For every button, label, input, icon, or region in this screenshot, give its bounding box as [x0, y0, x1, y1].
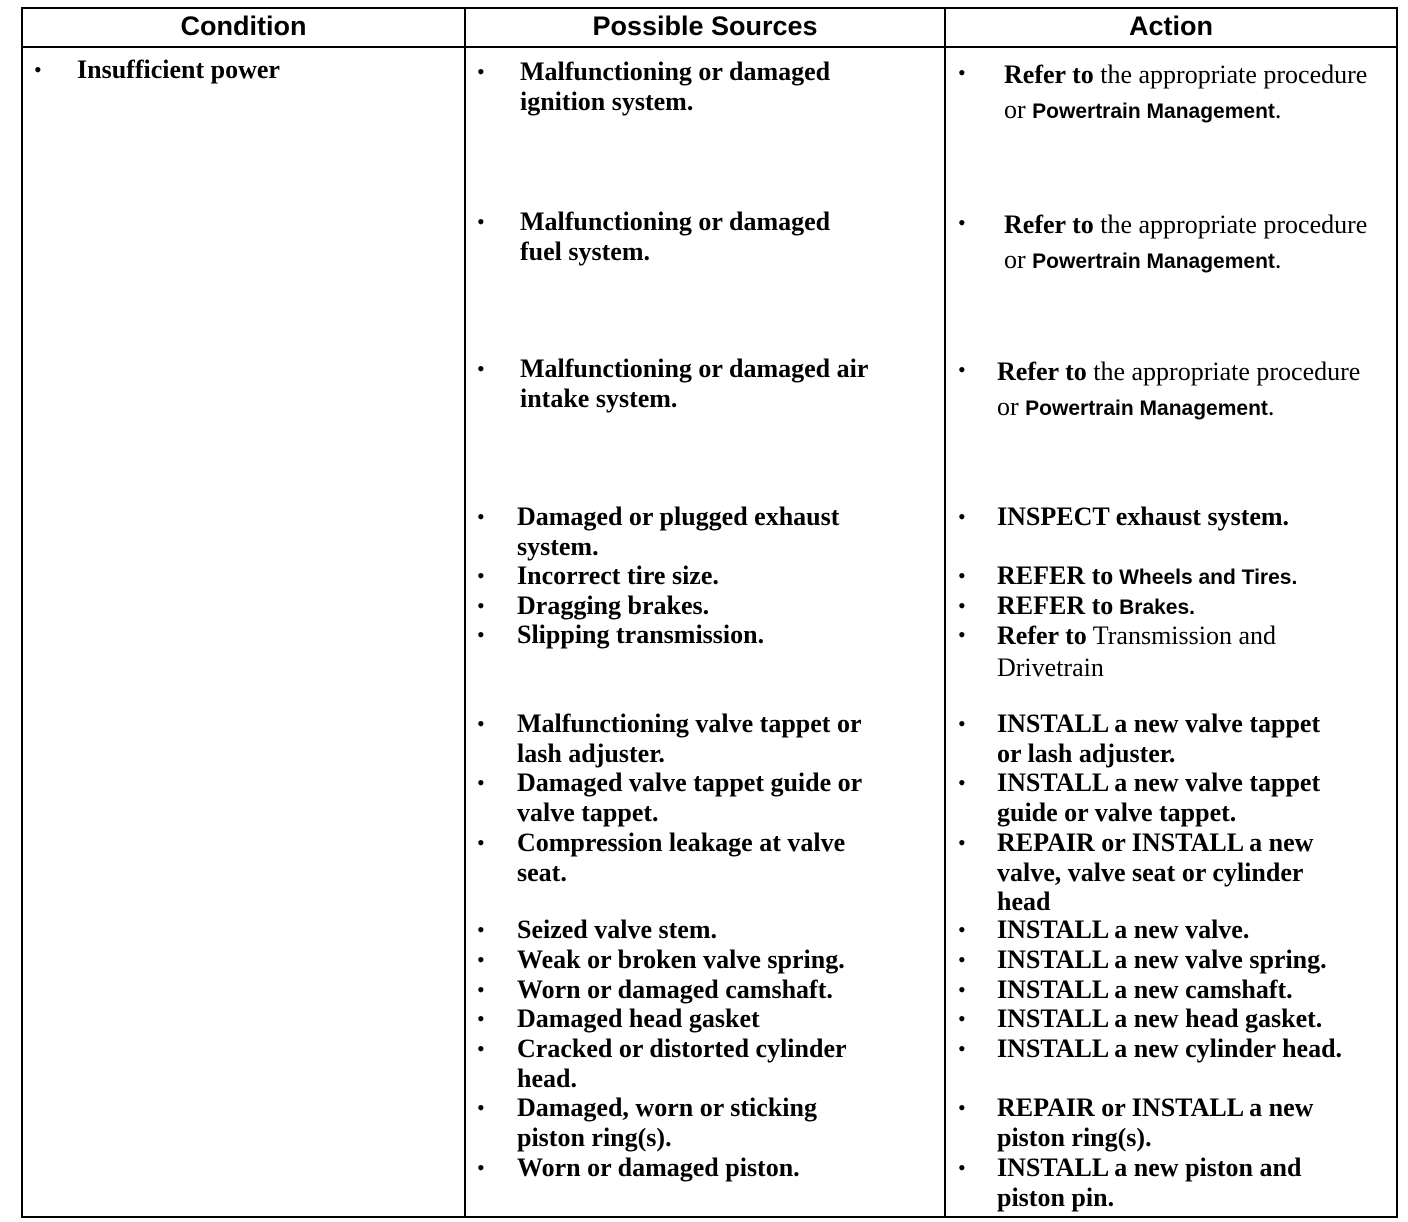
header-condition: Condition [180, 11, 307, 41]
action-bullet: • [958, 711, 966, 736]
possible-source-item: Damaged valve tappet guide or valve tappet. [517, 768, 863, 827]
action-bullet: • [958, 1155, 966, 1180]
header-action: Action [1129, 11, 1213, 41]
action-bullet: • [958, 830, 966, 855]
source-bullet: • [477, 622, 485, 647]
action-item: INSTALL a new valve. [997, 915, 1250, 944]
action-bullet: • [958, 770, 966, 795]
action-bullet: • [958, 357, 966, 382]
action-item: INSTALL a new cylinder head. [997, 1034, 1343, 1063]
action-bullet: • [958, 1095, 966, 1120]
source-bullet: • [477, 1036, 485, 1061]
action-item: INSTALL a new piston and piston pin. [997, 1153, 1302, 1212]
possible-source-item: Malfunctioning valve tappet or lash adjuster. [517, 709, 862, 768]
possible-source-item: Incorrect tire size. [517, 561, 719, 590]
action-item: INSTALL a new valve spring. [997, 945, 1327, 974]
action-item: REPAIR or INSTALL a new valve, valve seat or cylinder head [997, 828, 1314, 916]
possible-source-item: Dragging brakes. [517, 591, 710, 620]
action-item: INSTALL a new valve tappet or lash adjuster. [997, 709, 1321, 768]
possible-source-item: Damaged head gasket [517, 1004, 760, 1033]
action-item: REFER to Brakes. [997, 591, 1196, 620]
action-bullet: • [958, 622, 966, 647]
action-item: REPAIR or INSTALL a new piston ring(s). [997, 1093, 1314, 1152]
possible-source-item: Slipping transmission. [517, 620, 765, 649]
possible-source-item: Worn or damaged piston. [517, 1153, 800, 1182]
condition-bullet: • [34, 57, 42, 82]
action-bullet: • [958, 977, 966, 1002]
header-divider [21, 46, 1398, 48]
action-bullet: • [958, 563, 966, 588]
source-bullet: • [477, 1095, 485, 1120]
action-item: INSTALL a new camshaft. [997, 975, 1293, 1004]
action-item: Refer to the appropriate procedure or Powertrain Management. [1004, 60, 1368, 124]
source-bullet: • [477, 59, 485, 84]
possible-source-item: Seized valve stem. [517, 915, 718, 944]
source-bullet: • [477, 977, 485, 1002]
possible-source-item: Malfunctioning or damaged ignition system. [520, 57, 831, 116]
possible-source-item: Weak or broken valve spring. [517, 945, 845, 974]
header-possible-sources: Possible Sources [592, 11, 818, 41]
possible-source-item: Compression leakage at valve seat. [517, 828, 846, 887]
column-divider-2 [944, 7, 946, 1218]
action-item: INSTALL a new valve tappet guide or valve tappet. [997, 768, 1321, 827]
action-item: INSTALL a new head gasket. [997, 1004, 1323, 1033]
possible-source-item: Damaged, worn or sticking piston ring(s). [517, 1093, 817, 1152]
action-item: INSPECT exhaust system. [997, 502, 1290, 531]
source-bullet: • [477, 947, 485, 972]
action-bullet: • [958, 1006, 966, 1031]
possible-source-item: Malfunctioning or damaged fuel system. [520, 207, 831, 266]
action-bullet: • [958, 210, 966, 235]
source-bullet: • [477, 770, 485, 795]
action-bullet: • [958, 593, 966, 618]
action-bullet: • [958, 1036, 966, 1061]
possible-source-item: Malfunctioning or damaged air intake system. [520, 354, 869, 413]
action-bullet: • [958, 947, 966, 972]
possible-source-item: Cracked or distorted cylinder head. [517, 1034, 847, 1093]
possible-source-item: Worn or damaged camshaft. [517, 975, 833, 1004]
source-bullet: • [477, 356, 485, 381]
source-bullet: • [477, 917, 485, 942]
source-bullet: • [477, 711, 485, 736]
possible-source-item: Damaged or plugged exhaust system. [517, 502, 840, 561]
source-bullet: • [477, 830, 485, 855]
condition-text: Insufficient power [77, 55, 280, 84]
action-bullet: • [958, 504, 966, 529]
action-bullet: • [958, 917, 966, 942]
action-item: Refer to the appropriate procedure or Powertrain Management. [1004, 210, 1368, 274]
source-bullet: • [477, 1006, 485, 1031]
action-bullet: • [958, 60, 966, 85]
source-bullet: • [477, 593, 485, 618]
source-bullet: • [477, 563, 485, 588]
action-item: Refer to Transmission and Drivetrain [997, 621, 1277, 682]
column-divider-1 [464, 7, 466, 1218]
source-bullet: • [477, 504, 485, 529]
action-item: Refer to the appropriate procedure or Powertrain Management. [997, 357, 1361, 421]
action-item: REFER to Wheels and Tires. [997, 561, 1298, 590]
source-bullet: • [477, 1155, 485, 1180]
source-bullet: • [477, 209, 485, 234]
